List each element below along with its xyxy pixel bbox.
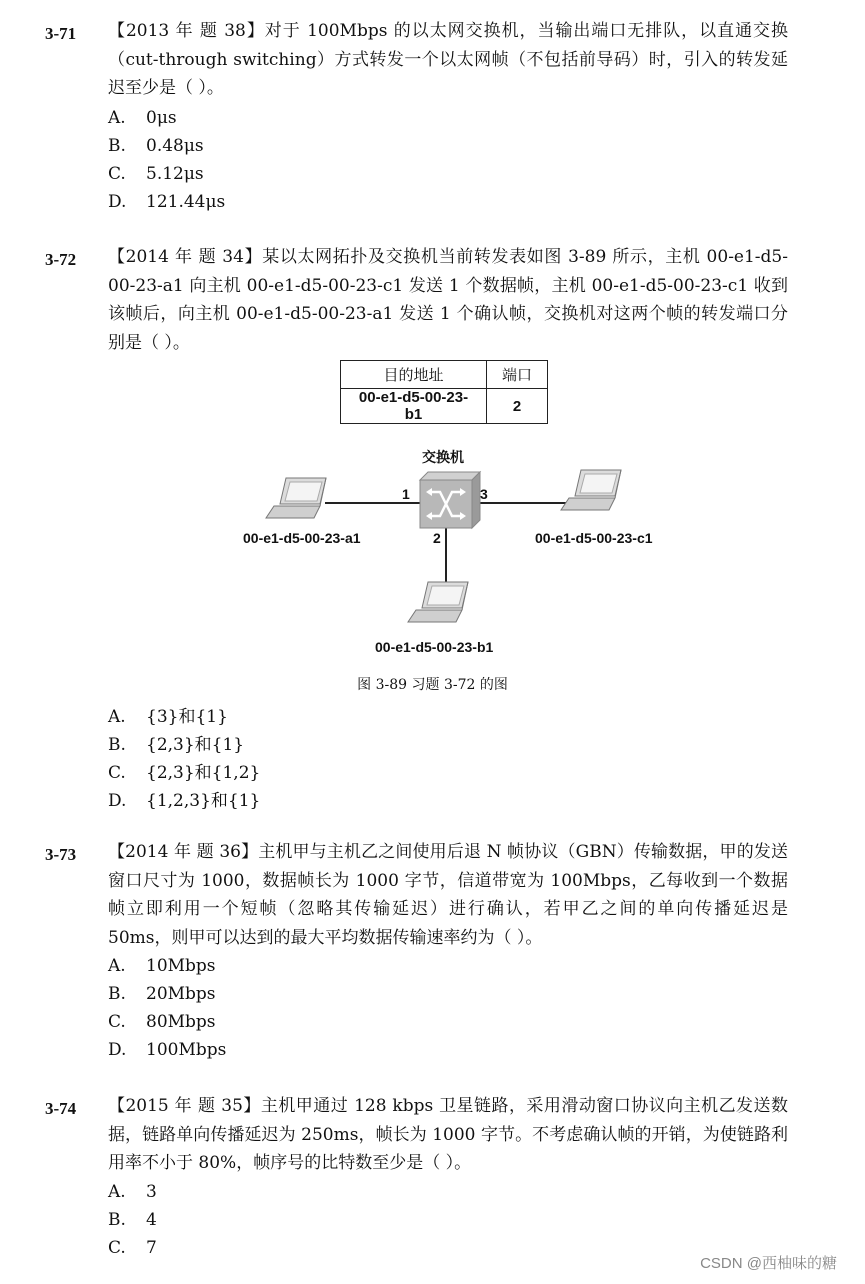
option-text: {3}和{1} (146, 707, 228, 727)
option-text: {2,3}和{1,2} (146, 763, 261, 783)
port-1-label: 1 (402, 486, 410, 502)
laptop-icon (408, 582, 468, 622)
option-label: D. (108, 1040, 127, 1060)
host-c-label: 00-e1-d5-00-23-c1 (535, 530, 653, 546)
option-label: C. (108, 164, 126, 184)
question-number: 3-73 (45, 845, 77, 864)
option-text: 121.44μs (146, 192, 226, 212)
table-cell-dest: 00-e1-d5-00-23-b1 (341, 389, 487, 424)
option-text: 3 (146, 1182, 157, 1202)
option-text: 0μs (146, 108, 177, 128)
port-2-label: 2 (433, 530, 441, 546)
question-number: 3-71 (45, 24, 77, 43)
question-stem: 【2014 年 题 34】某以太网拓扑及交换机当前转发表如图 3-89 所示，主机 00-e1-d5-00-23-a1 向主机 00-e1-d5-00-23-c1 发送 1 个数据帧，主机 00-e1-d5-00-23-c1 收到该帧后，向主机 00-e1-d5-00-23-a1 发送 1 个确认帧，交换机对这两个帧的转发端口分别是（ ）。 (108, 247, 788, 353)
option-d (108, 1040, 226, 1060)
port-3-label: 3 (480, 486, 488, 502)
table-header-dest: 目的地址 (341, 361, 487, 389)
option-label: C. (108, 1012, 126, 1032)
option-text: 0.48μs (146, 136, 204, 156)
option-b (108, 1210, 157, 1230)
option-text: 80Mbps (146, 1012, 216, 1032)
host-a-label: 00-e1-d5-00-23-a1 (243, 530, 361, 546)
laptop-icon (561, 470, 621, 510)
option-a (108, 956, 216, 976)
option-label: D. (108, 192, 127, 212)
option-label: A. (108, 707, 126, 727)
option-text: {2,3}和{1} (146, 735, 245, 755)
option-label: A. (108, 1182, 126, 1202)
option-label: B. (108, 735, 126, 755)
question-stem: 【2013 年 题 38】对于 100Mbps 的以太网交换机，当输出端口无排队，以直通交换（cut-through switching）方式转发一个以太网帧（不包括前导码）时，引入的转发延迟至少是（ ）。 (108, 21, 788, 98)
option-label: B. (108, 984, 126, 1004)
option-c (108, 758, 260, 783)
option-text: 7 (146, 1238, 157, 1258)
question-number: 3-72 (45, 250, 77, 269)
question-stem: 【2015 年 题 35】主机甲通过 128 kbps 卫星链路，采用滑动窗口协议向主机乙发送数据，链路单向传播延迟为 250ms，帧长为 1000 字节。不考虑确认帧的开销，为使链路利用率不小于 80%，帧序号的比特数至少是（ ）。 (108, 1096, 788, 1173)
watermark: CSDN @西柚味的糖 (700, 1255, 837, 1272)
option-c (108, 1238, 157, 1258)
option-c (108, 1012, 216, 1032)
option-b (108, 984, 216, 1004)
option-text: 20Mbps (146, 984, 216, 1004)
question-number: 3-74 (45, 1099, 77, 1118)
option-label: C. (108, 1238, 126, 1258)
option-label: D. (108, 791, 127, 811)
option-label: B. (108, 1210, 126, 1230)
table-cell-port: 2 (487, 389, 548, 424)
option-text: 10Mbps (146, 956, 216, 976)
option-a (108, 702, 228, 727)
option-text: 4 (146, 1210, 157, 1230)
question-stem: 【2014 年 题 36】主机甲与主机乙之间使用后退 N 帧协议（GBN）传输数据，甲的发送窗口尺寸为 1000，数据帧长为 1000 字节，信道带宽为 100Mbps，乙每收到一个数据帧立即利用一个短帧（忽略其传输延迟）进行确认，若甲乙之间的单向传播延迟是 50ms，则甲可以达到的最大平均数据传输速率约为（ ）。 (108, 842, 788, 948)
option-text: {1,2,3}和{1} (146, 791, 261, 811)
option-label: C. (108, 763, 126, 783)
option-label: B. (108, 136, 126, 156)
host-b-label: 00-e1-d5-00-23-b1 (375, 639, 494, 655)
option-b (108, 730, 244, 755)
switch-icon (420, 472, 480, 528)
laptop-icon (266, 478, 326, 518)
option-d (108, 786, 260, 811)
option-label: A. (108, 956, 126, 976)
figure-caption: 图 3-89 习题 3-72 的图 (357, 677, 508, 693)
option-a (108, 1182, 157, 1202)
option-text: 100Mbps (146, 1040, 227, 1060)
switch-label: 交换机 (422, 449, 464, 465)
option-label: A. (108, 108, 126, 128)
table-header-port: 端口 (487, 361, 548, 389)
option-text: 5.12μs (146, 164, 204, 184)
